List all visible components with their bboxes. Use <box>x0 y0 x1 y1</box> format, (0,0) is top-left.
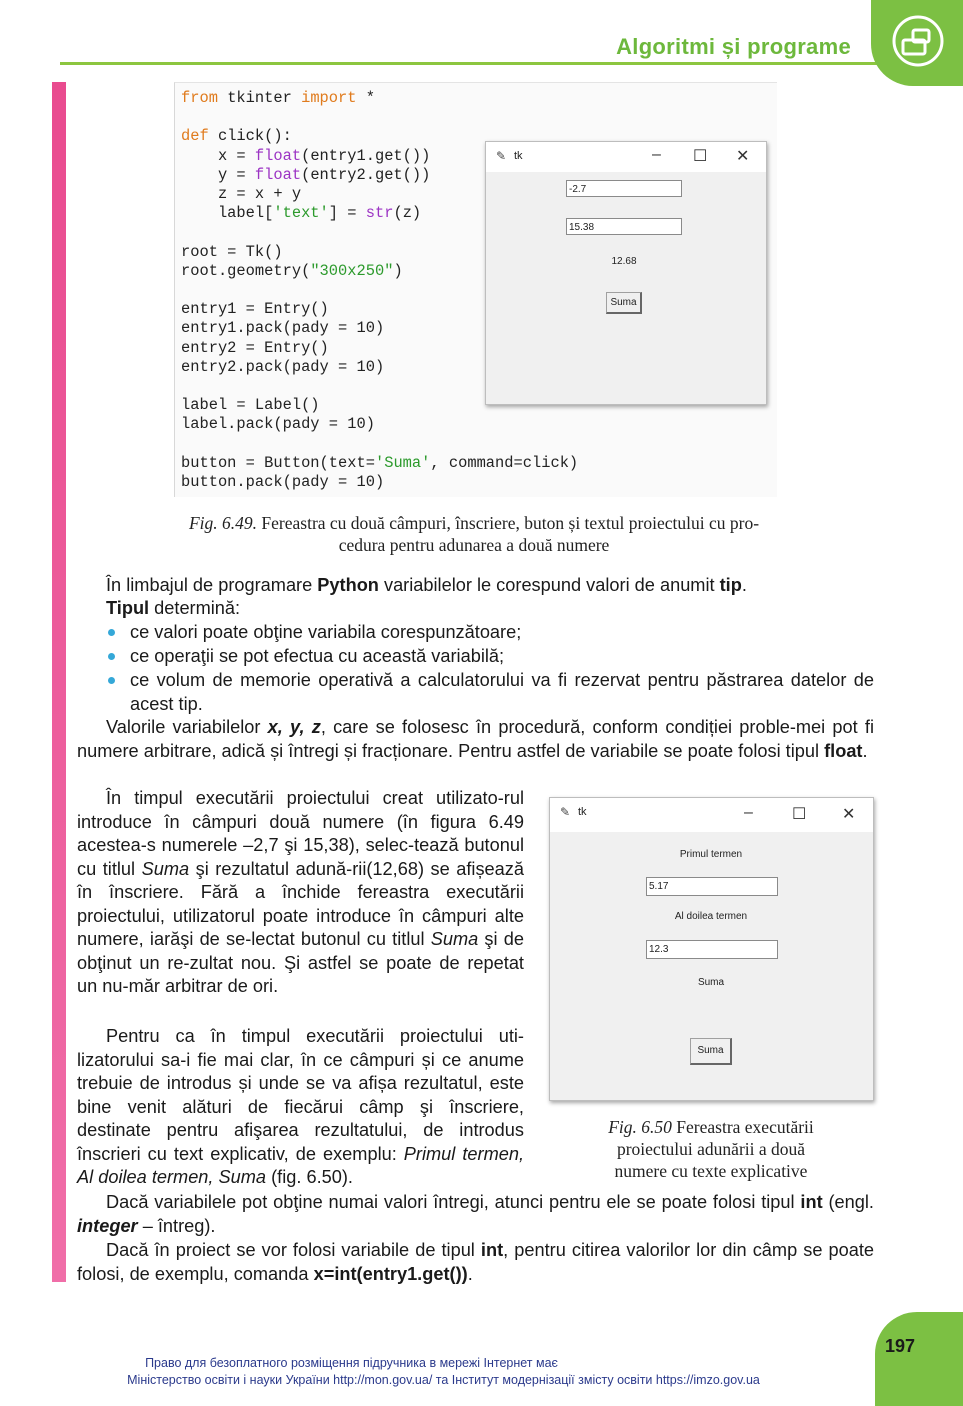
bullet-icon <box>108 629 115 636</box>
text: – întreg). <box>137 1215 216 1236</box>
text-italic: Suma <box>430 929 479 949</box>
list-item: ce volum de memorie operativă a calculatorului va fi rezervat pentru păstrarea datelor de acest tip. <box>130 670 874 714</box>
text: Pentru ca în timpul executării proiectului uti-lizatorului sa-i fie mai clar, în ce câmpuri și ce anume trebuie de introdus și unde se va afișa rezultatul, este bine venit alături de fiecărui câmp şi înscriere, destinate pentru afişarea rezultatului, de introdus înscrieri cu text explicativ, de exemplu: <box>77 1026 524 1164</box>
header-rule <box>60 62 880 65</box>
text: variabilelor le corespund valori de anumit <box>378 575 720 595</box>
result-label: 12.68 <box>611 256 637 267</box>
paragraph-labels-hint <box>77 1025 524 1190</box>
page-number-tab <box>875 1312 963 1406</box>
figure-caption-6-50 <box>548 1116 874 1182</box>
caption-text-2: proiectului adunării a două <box>616 1139 806 1159</box>
code-line: root = Tk() <box>181 242 283 261</box>
paragraph-int-read <box>77 1239 874 1286</box>
code-line: button = Button(text='Suma', command=click) <box>181 453 579 472</box>
sum-button[interactable]: Suma <box>690 1038 732 1065</box>
feather-icon: ✎ <box>560 805 571 819</box>
text: , pentru citirea valorilor lor din câmp se poate folosi, de exemplu, comanda <box>77 1240 875 1284</box>
text-bold: x=int(entry1.get()) <box>313 1263 468 1284</box>
text: . <box>862 740 868 761</box>
bullet-icon <box>108 677 115 684</box>
close-icon[interactable]: ✕ <box>842 806 856 823</box>
text: determină: <box>149 598 241 618</box>
label-first-term: Primul termen <box>679 849 743 860</box>
code-line: label = Label() <box>181 396 320 415</box>
code-line: x = float(entry1.get()) <box>181 146 431 165</box>
margin-accent-bar <box>52 82 66 1282</box>
entry1-field[interactable]: -2.7 <box>566 180 682 197</box>
label-second-term: Al doilea termen <box>674 911 748 922</box>
code-line: root.geometry("300x250") <box>181 261 403 280</box>
code-line: def click(): <box>181 127 292 146</box>
footer-line-2: Міністерство освіти і науки України http://mon.gov.ua/ та Інститут модернізації змісту освіти https://imzo.gov.ua <box>127 1373 760 1387</box>
code-line: button.pack(pady = 10) <box>181 473 385 492</box>
window-titlebar <box>486 142 766 172</box>
code-line: z = x + y <box>181 185 302 204</box>
text-italic: Primul termen, Al doilea termen, Suma <box>77 1143 524 1187</box>
list-item: ce operaţii se pot efectua cu această variabilă; <box>130 646 505 666</box>
code-figure <box>174 82 777 497</box>
text: Dacă în proiect se vor folosi variabile de tipul <box>106 1240 481 1260</box>
caption-text: Fereastra executării <box>676 1117 814 1137</box>
text: (fig. 6.50). <box>266 1167 353 1187</box>
page-number: 197 <box>885 1336 916 1356</box>
minimize-icon[interactable]: – <box>652 146 661 163</box>
minimize-icon[interactable]: – <box>744 804 753 821</box>
bullet-icon <box>108 653 115 660</box>
paragraph-type-determines <box>106 597 876 621</box>
text: şi rezultatul adună-rii(12,68) se afișează în înscriere. Fără a închide fereastra executării proiectului, utilizatorul poate introduce în câmpuri alte numere, iarăşi de se-lectat butonul cu titlul <box>77 858 524 949</box>
footer-line-1: Право для безоплатного розміщення підручника в мережі Інтернет має <box>145 1356 558 1370</box>
text-bold: float <box>824 740 863 761</box>
figure-ref: Fig. 6.49. <box>188 513 258 533</box>
figure-ref: Fig. 6.50 <box>608 1117 672 1137</box>
computer-chip-icon <box>891 14 945 68</box>
text: , care se folosesc în procedură, conform condiției proble-mei pot fi numere arbitrare, adică și întregi și fracționare. Pentru astfel de variabile se poate folosi tipul <box>77 717 874 761</box>
paragraph-python-types <box>106 574 876 598</box>
sum-button[interactable]: Suma <box>606 292 642 314</box>
code-line: from tkinter import * <box>181 89 375 107</box>
window-title: tk <box>514 150 523 162</box>
entry1-field[interactable]: 5.17 <box>646 877 778 896</box>
figure-caption-6-49 <box>74 512 874 556</box>
feather-icon: ✎ <box>496 149 507 163</box>
paragraph-int-type <box>77 1191 874 1238</box>
window-title: tk <box>578 806 587 818</box>
text-bold-italic: integer <box>77 1215 138 1236</box>
code-line: entry1.pack(pady = 10) <box>181 319 385 338</box>
close-icon[interactable]: ✕ <box>736 148 750 165</box>
tk-window-labeled <box>549 797 874 1101</box>
tk-window-sum <box>485 141 767 405</box>
text: . <box>741 575 747 595</box>
code-line: entry2 = Entry() <box>181 338 329 357</box>
code-line: entry1 = Entry() <box>181 300 329 319</box>
text-bold: int <box>480 1240 504 1260</box>
entry2-field[interactable]: 12.3 <box>646 940 778 959</box>
header-tab <box>871 0 963 86</box>
text-italic: Suma <box>141 858 190 879</box>
text-bold: int <box>800 1192 823 1212</box>
code-line: y = float(entry2.get()) <box>181 165 431 184</box>
chapter-title: Algoritmi și programe <box>616 34 851 59</box>
text: În limbajul de programare <box>106 575 318 595</box>
text: (engl. <box>822 1192 874 1212</box>
text: Dacă variabilele pot obţine numai valori întregi, atunci pentru ele se poate folosi tipul <box>106 1192 801 1212</box>
code-line: entry2.pack(pady = 10) <box>181 357 385 376</box>
paragraph-execution <box>77 787 524 999</box>
paragraph-variables <box>77 716 874 763</box>
code-line: label['text'] = str(z) <box>181 204 422 223</box>
text-bold-italic: x, y, z <box>267 717 321 737</box>
maximize-icon[interactable]: ☐ <box>792 806 807 823</box>
text: Valorile variabilelor <box>106 717 268 737</box>
caption-text: Fereastra cu două câmpuri, înscriere, buton și textul proiectului cu pro- <box>261 513 760 533</box>
text-bold: tip <box>719 575 742 595</box>
caption-text-2: cedura pentru adunarea a două numere <box>338 535 610 555</box>
list-item: ce valori poate obţine variabila corespunzătoare; <box>130 622 522 642</box>
text: şi de obţinut un re-zultat nou. Şi astfel se poate de repetat un nu-măr arbitrar de ori. <box>77 929 524 996</box>
result-label: Suma <box>697 977 725 988</box>
entry2-field[interactable]: 15.38 <box>566 218 682 235</box>
text-bold: Tipul <box>106 598 150 618</box>
text: În timpul executării proiectului creat utilizato-rul introduce în câmpuri două numere (în figura 6.49 acestea-s numerele –2,7 şi 15,38), selec-tează butonul cu titlul <box>77 788 524 879</box>
maximize-icon[interactable]: ☐ <box>693 148 708 165</box>
caption-text-3: numere cu texte explicative <box>614 1161 808 1181</box>
text: . <box>467 1263 473 1284</box>
text-bold: Python <box>317 575 379 595</box>
window-titlebar <box>550 798 873 832</box>
code-line: label.pack(pady = 10) <box>181 415 375 434</box>
